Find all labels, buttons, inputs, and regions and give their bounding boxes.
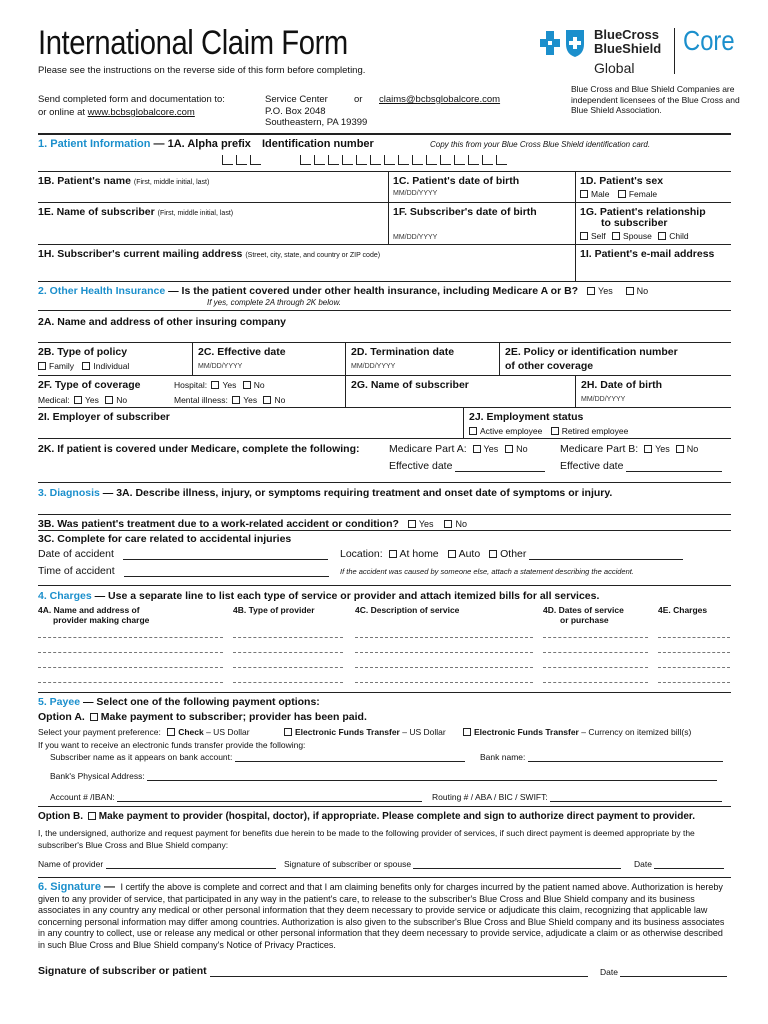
- char-box[interactable]: [468, 155, 479, 165]
- if-yes-note: If yes, complete 2A through 2K below.: [207, 298, 342, 307]
- spouse-signature-row: [284, 859, 621, 869]
- medical-label: Medical:: [38, 395, 70, 405]
- disclaimer-text: Blue Cross and Blue Shield Companies are independent licensees of the Blue Cross and Blue Shield Association.: [571, 84, 740, 115]
- final-date-row: [600, 967, 727, 977]
- divider: [38, 133, 731, 135]
- instructions-text: Please see the instructions on the reverse side of this form before completing.: [38, 65, 366, 76]
- label-2f: 2F. Type of coverage: [38, 379, 141, 391]
- charge-cell[interactable]: [38, 652, 223, 653]
- spouse-checkbox[interactable]: [612, 232, 620, 240]
- field-2h[interactable]: MM/DD/YYYY: [581, 396, 626, 403]
- eft-usd-label: Electronic Funds Transfer: [295, 727, 400, 737]
- online-prefix: or online at: [38, 107, 88, 118]
- eft-usd-suffix: – US Dollar: [399, 727, 446, 737]
- field-2a[interactable]: 2A. Name and address of other insuring company: [38, 316, 286, 328]
- self-checkbox[interactable]: [580, 232, 588, 240]
- section4-title: 4. Charges: [38, 590, 92, 602]
- divider: [38, 310, 731, 311]
- male-checkbox[interactable]: [580, 190, 588, 198]
- char-box[interactable]: [426, 155, 437, 165]
- provider-label: Name of provider: [38, 859, 104, 869]
- section5-instruction: — Select one of the following payment options:: [80, 696, 320, 708]
- routing-label: Routing # / ABA / BIC / SWIFT:: [432, 792, 548, 802]
- address-line-3: Southeastern, PA 19399: [265, 117, 368, 128]
- char-box[interactable]: [440, 155, 451, 165]
- col-4a-header: [38, 605, 149, 625]
- location-label: Location:: [340, 548, 383, 560]
- id-number-boxes[interactable]: [300, 155, 510, 168]
- final-date-field[interactable]: [620, 976, 727, 977]
- charge-cell[interactable]: [355, 652, 533, 653]
- field-2i[interactable]: 2I. Employer of subscriber: [38, 411, 170, 423]
- certification-text: I certify the above is complete and correct and that I am claiming benefits only for charges incurred by the patient named above. Authorization is hereby given to any provider of service, that participated in any way in the patient's care, to release to the subscriber's Blue Cross and Blue Shield company and its business associates in any country any medical or other personal information that they deem necessary to provide service or adjudicate this claim, recognizing that applicable law concerning personal information may differ among countries. Authorization is also given to the subscriber's Blue Cross and Blue Shield company and its business associates in any country to collect, use or release any medical or other personal information that they deem necessary to provide service, adjudicate a claim or as otherwise described in such Blue Cross and Blue Shield company's Notice of Privacy Practices.: [38, 882, 725, 950]
- active-employee-label: Active employee: [480, 426, 543, 436]
- divider: [38, 585, 731, 586]
- bank-name-row: [480, 752, 723, 762]
- policy-type-options: [38, 361, 129, 371]
- label-2e-line2: of other coverage: [505, 360, 594, 372]
- section1-alpha-label: — 1A. Alpha prefix: [150, 138, 251, 150]
- copy-note: Copy this from your Blue Cross Blue Shield identification card.: [430, 140, 651, 149]
- hospital-label: Hospital:: [174, 380, 208, 390]
- final-signature-row: [38, 965, 588, 977]
- medical-no-checkbox[interactable]: [105, 396, 113, 404]
- label-3c: 3C. Complete for care related to accidental injuries: [38, 533, 292, 545]
- label-2b: 2B. Type of policy: [38, 346, 128, 358]
- send-label: Send completed form and documentation to:: [38, 94, 225, 105]
- bank-name-label: Bank name:: [480, 752, 526, 762]
- divider: [38, 171, 731, 172]
- charge-cell[interactable]: [233, 637, 343, 638]
- work-related-no-checkbox[interactable]: [444, 520, 452, 528]
- medicare-b-effective-field[interactable]: [626, 471, 722, 472]
- section6-title: 6. Signature: [38, 881, 101, 893]
- charge-cell[interactable]: [233, 682, 343, 683]
- hint-1b: (First, middle initial, last): [133, 179, 210, 186]
- auto-label: Auto: [458, 548, 481, 560]
- charge-cell[interactable]: [658, 667, 730, 668]
- label-2h: 2H. Date of birth: [581, 379, 663, 391]
- spouse-label: Spouse: [623, 231, 652, 241]
- other-location-checkbox[interactable]: [489, 550, 497, 558]
- field-1h[interactable]: [38, 248, 380, 260]
- work-related-no-label: No: [455, 519, 467, 529]
- option-b-row: [38, 811, 695, 822]
- female-label: Female: [628, 189, 658, 199]
- final-signature-label: Signature of subscriber or patient: [38, 965, 207, 977]
- char-box[interactable]: [300, 155, 311, 165]
- section4-heading: [38, 590, 599, 602]
- or-text: or: [354, 94, 363, 105]
- field-2g[interactable]: 2G. Name of subscriber: [351, 379, 469, 391]
- check-checkbox[interactable]: [167, 728, 175, 736]
- label-2d: 2D. Termination date: [351, 346, 455, 358]
- medicare-part-a: [389, 443, 528, 455]
- section1-id-label: Identification number: [261, 138, 374, 150]
- charge-cell[interactable]: [38, 637, 223, 638]
- other-location-label: Other: [500, 548, 527, 560]
- payee-date-field[interactable]: [654, 868, 724, 869]
- char-box[interactable]: [250, 155, 261, 165]
- alpha-prefix-boxes[interactable]: [222, 155, 264, 168]
- medical-coverage: [38, 395, 127, 405]
- option-a-label: Option A.: [38, 711, 85, 723]
- divider: [38, 375, 731, 376]
- medical-yes-label: Yes: [85, 395, 99, 405]
- field-2d[interactable]: MM/DD/YYYY: [351, 363, 396, 370]
- divider: [38, 877, 731, 878]
- divider: [38, 438, 731, 439]
- divider: [38, 244, 731, 245]
- accident-date-label: Date of accident: [38, 548, 114, 560]
- bank-address-label: Bank's Physical Address:: [50, 771, 145, 781]
- female-checkbox[interactable]: [618, 190, 626, 198]
- char-box[interactable]: [482, 155, 493, 165]
- accident-time-field[interactable]: [124, 576, 329, 577]
- hint-1e: (First, middle initial, last): [157, 210, 234, 217]
- work-related-yes-checkbox[interactable]: [408, 520, 416, 528]
- individual-label: Individual: [93, 361, 130, 371]
- medicare-b-effective: [560, 460, 722, 472]
- section5-title: 5. Payee: [38, 696, 81, 708]
- work-related-yes-label: Yes: [418, 519, 434, 529]
- medicare-a-no-checkbox[interactable]: [505, 445, 513, 453]
- question-3b: [38, 518, 467, 530]
- payment-preference: [38, 727, 250, 737]
- char-box[interactable]: [384, 155, 395, 165]
- charge-cell[interactable]: [658, 682, 730, 683]
- label-2j: 2J. Employment status: [469, 411, 584, 423]
- charge-cell[interactable]: [233, 667, 343, 668]
- account-field[interactable]: [117, 801, 422, 802]
- accident-date: [38, 548, 328, 560]
- page-title: International Claim Form: [38, 24, 348, 62]
- label-1d: 1D. Patient's sex: [580, 175, 664, 187]
- col-4a-line1: 4A. Name and address of: [38, 605, 140, 615]
- check-suffix: – US Dollar: [203, 727, 250, 737]
- label-1g: 1G. Patient's relationship: [580, 206, 706, 218]
- at-home-label: At home: [399, 548, 439, 560]
- char-box[interactable]: [236, 155, 247, 165]
- col-4e-header: 4E. Charges: [658, 605, 708, 615]
- eft-usd-checkbox[interactable]: [284, 728, 292, 736]
- label-3a: — 3A. Describe illness, injury, or symptoms requiring treatment and onset date of symptoms or injury.: [99, 487, 613, 499]
- charge-cell[interactable]: [543, 637, 648, 638]
- eft-currency-label: Electronic Funds Transfer: [474, 727, 579, 737]
- section4-instruction: — Use a separate line to list each type of service or provider and attach itemized bills for all services.: [91, 590, 600, 602]
- mental-yes-checkbox[interactable]: [232, 396, 240, 404]
- section2-heading: [38, 285, 648, 297]
- routing-field[interactable]: [550, 801, 722, 802]
- bank-address-row: [50, 771, 717, 781]
- accident-note: If the accident was caused by someone else, attach a statement describing the accident.: [340, 567, 634, 576]
- label-1h: 1H. Subscriber's current mailing address: [38, 248, 243, 260]
- medicare-a-effective-field[interactable]: [455, 471, 545, 472]
- other-location-field[interactable]: [529, 559, 683, 560]
- charge-cell[interactable]: [543, 667, 648, 668]
- divider: [575, 171, 576, 244]
- label-1g-line2: to subscriber: [601, 217, 668, 229]
- col-4d-header: [543, 605, 624, 625]
- eft-currency-suffix: – Currency on itemized bill(s): [578, 727, 692, 737]
- divider: [499, 342, 500, 375]
- retired-employee-label: Retired employee: [561, 426, 629, 436]
- hospital-coverage: [174, 380, 265, 390]
- option-b-label: Option B.: [38, 811, 83, 822]
- medicare-b-yes-checkbox[interactable]: [644, 445, 652, 453]
- section1-title: 1. Patient Information: [38, 138, 151, 150]
- logo-core: Core: [683, 25, 735, 56]
- col-4a-line2: provider making charge: [53, 615, 150, 625]
- option-a-row: [38, 711, 367, 723]
- medicare-b-yes-label: Yes: [655, 444, 670, 454]
- charge-cell[interactable]: [355, 637, 533, 638]
- option-a-text: Make payment to subscriber; provider has been paid.: [100, 711, 367, 723]
- medicare-a-effective-label: Effective date: [389, 460, 453, 472]
- auto-checkbox[interactable]: [448, 550, 456, 558]
- char-box[interactable]: [398, 155, 409, 165]
- check-label: Check: [178, 727, 204, 737]
- hospital-yes-checkbox[interactable]: [211, 381, 219, 389]
- char-box[interactable]: [370, 155, 381, 165]
- medicare-a-yes-checkbox[interactable]: [473, 445, 481, 453]
- active-employee-checkbox[interactable]: [469, 427, 477, 435]
- bcbs-logo-icon: [540, 28, 588, 58]
- section6-body: [38, 882, 731, 951]
- yes-label: Yes: [598, 286, 613, 296]
- field-2c[interactable]: MM/DD/YYYY: [198, 363, 243, 370]
- charge-cell[interactable]: [38, 682, 223, 683]
- accident-time: [38, 565, 329, 577]
- medicare-b-effective-label: Effective date: [560, 460, 624, 472]
- address-line-2: P.O. Box 2048: [265, 105, 326, 117]
- individual-checkbox[interactable]: [82, 362, 90, 370]
- online-line: [38, 107, 195, 118]
- divider: [38, 342, 731, 343]
- divider: [463, 407, 464, 438]
- label-2c: 2C. Effective date: [198, 346, 286, 358]
- divider: [38, 692, 731, 693]
- at-home-checkbox[interactable]: [389, 550, 397, 558]
- divider: [38, 806, 731, 807]
- charge-cell[interactable]: [355, 667, 533, 668]
- family-checkbox[interactable]: [38, 362, 46, 370]
- spouse-signature-field[interactable]: [413, 868, 621, 869]
- label-1c: 1C. Patient's date of birth: [393, 175, 520, 187]
- col-4b-header: 4B. Type of provider: [233, 605, 315, 615]
- accident-date-field[interactable]: [123, 559, 328, 560]
- charge-cell[interactable]: [543, 682, 648, 683]
- divider: [192, 342, 193, 375]
- label-1f: 1F. Subscriber's date of birth: [393, 206, 537, 218]
- other-insurance-no-checkbox[interactable]: [626, 287, 634, 295]
- medical-yes-checkbox[interactable]: [74, 396, 82, 404]
- medicare-a-label: Medicare Part A:: [389, 443, 467, 455]
- authorize-text: I, the undersigned, authorize and request payment for benefits due herein to be made to the following provider of services, if such direct payment is deemed appropriate by the subscriber's Blue Cross and Blue Shield company:: [38, 828, 695, 850]
- section6-dash: —: [100, 881, 116, 893]
- bank-account-name-label: Subscriber name as it appears on bank account:: [50, 752, 233, 762]
- col-4d-line2: or purchase: [560, 615, 609, 625]
- char-box[interactable]: [454, 155, 465, 165]
- label-2e: 2E. Policy or identification number: [505, 346, 678, 358]
- mental-no-checkbox[interactable]: [263, 396, 271, 404]
- char-box[interactable]: [222, 155, 233, 165]
- preference-label: Select your payment preference:: [38, 727, 161, 737]
- logo-divider: [674, 28, 675, 74]
- section1-heading: [38, 138, 374, 150]
- relationship-options: [580, 231, 689, 241]
- accident-location: [340, 548, 683, 560]
- section2-question: — Is the patient covered under other health insurance, including Medicare A or B?: [165, 285, 579, 297]
- label-2k: 2K. If patient is covered under Medicare, complete the following:: [38, 443, 360, 455]
- label-1i: 1I. Patient's e-mail address: [580, 248, 715, 260]
- eft-usd-option: [284, 727, 446, 737]
- char-box[interactable]: [342, 155, 353, 165]
- option-a-checkbox[interactable]: [90, 713, 98, 721]
- hospital-no-checkbox[interactable]: [243, 381, 251, 389]
- section3-heading[interactable]: [38, 487, 612, 499]
- bank-account-name-row: [50, 752, 465, 762]
- section5-heading: [38, 696, 320, 708]
- divider: [38, 202, 731, 203]
- hospital-no-label: No: [253, 380, 265, 390]
- divider: [38, 407, 731, 408]
- char-box[interactable]: [356, 155, 367, 165]
- charge-cell[interactable]: [355, 682, 533, 683]
- provider-row: [38, 859, 276, 869]
- divider: [38, 514, 731, 515]
- charge-cell[interactable]: [38, 667, 223, 668]
- accident-time-label: Time of accident: [38, 565, 115, 577]
- section2-title: 2. Other Health Insurance: [38, 285, 166, 297]
- male-label: Male: [591, 189, 610, 199]
- label-3b: 3B. Was patient's treatment due to a work-related accident or condition?: [38, 518, 399, 530]
- payee-date-row: [634, 859, 724, 869]
- sex-options: [580, 189, 657, 199]
- char-box[interactable]: [496, 155, 507, 165]
- char-box[interactable]: [328, 155, 339, 165]
- divider: [38, 482, 731, 483]
- divider: [388, 171, 389, 244]
- employment-options: [469, 426, 628, 436]
- divider: [575, 375, 576, 407]
- hospital-yes-label: Yes: [222, 380, 237, 390]
- divider: [38, 530, 731, 531]
- other-insurance-yes-checkbox[interactable]: [587, 287, 595, 295]
- hint-1h: (Street, city, state, and country or ZIP code): [245, 252, 381, 259]
- retired-employee-checkbox[interactable]: [551, 427, 559, 435]
- mental-yes-label: Yes: [243, 395, 258, 405]
- routing-row: [432, 792, 722, 802]
- medicare-a-effective: [389, 460, 545, 472]
- medicare-b-label: Medicare Part B:: [560, 443, 639, 455]
- field-1f[interactable]: MM/DD/YYYY: [393, 234, 438, 241]
- label-1b: 1B. Patient's name: [38, 175, 131, 187]
- mailing-address: [265, 94, 367, 129]
- field-1b[interactable]: [38, 175, 209, 187]
- account-label: Account # /IBAN:: [50, 792, 115, 802]
- self-label: Self: [591, 231, 606, 241]
- bank-name-field[interactable]: [528, 761, 723, 762]
- email-link[interactable]: claims@bcbsglobalcore.com: [379, 94, 501, 105]
- charge-cell[interactable]: [543, 652, 648, 653]
- medicare-b-no-checkbox[interactable]: [676, 445, 684, 453]
- bank-account-name-field[interactable]: [235, 761, 465, 762]
- divider: [38, 281, 731, 282]
- col-4d-line1: 4D. Dates of service: [543, 605, 624, 615]
- account-row: [50, 792, 422, 802]
- child-checkbox[interactable]: [658, 232, 666, 240]
- option-b-text: Make payment to provider (hospital, doctor), if appropriate. Please complete and sign to authorize direct payment to provider.: [98, 811, 696, 822]
- mental-label: Mental illness:: [174, 395, 228, 405]
- medicare-b-no-label: No: [686, 444, 699, 454]
- address-line-1: Service Center: [265, 94, 328, 105]
- field-1c[interactable]: MM/DD/YYYY: [393, 190, 438, 197]
- final-signature-field[interactable]: [210, 976, 588, 977]
- field-1e[interactable]: [38, 206, 233, 218]
- no-label: No: [636, 286, 649, 296]
- char-box[interactable]: [412, 155, 423, 165]
- charge-cell[interactable]: [658, 652, 730, 653]
- online-url-link[interactable]: www.bcbsglobalcore.com: [87, 107, 195, 118]
- medical-no-label: No: [116, 395, 128, 405]
- label-1e: 1E. Name of subscriber: [38, 206, 155, 218]
- family-label: Family: [49, 361, 75, 371]
- col-4c-header: 4C. Description of service: [355, 605, 460, 615]
- medicare-part-b: [560, 443, 698, 455]
- eft-intro: If you want to receive an electronic funds transfer provide the following:: [38, 740, 306, 750]
- eft-currency-option: [463, 727, 691, 737]
- logo-line-2: BlueShield: [594, 41, 662, 56]
- spouse-signature-label: Signature of subscriber or spouse: [284, 859, 412, 869]
- char-box[interactable]: [314, 155, 325, 165]
- child-label: Child: [669, 231, 689, 241]
- medicare-a-no-label: No: [516, 444, 528, 454]
- logo-line-1: BlueCross: [594, 27, 660, 42]
- eft-currency-checkbox[interactable]: [463, 728, 471, 736]
- mental-coverage: [174, 395, 285, 405]
- logo-global: Global: [594, 60, 635, 76]
- provider-field[interactable]: [106, 868, 276, 869]
- divider: [575, 244, 576, 281]
- charge-cell[interactable]: [658, 637, 730, 638]
- charge-cell[interactable]: [233, 652, 343, 653]
- mental-no-label: No: [274, 395, 286, 405]
- medicare-a-yes-label: Yes: [483, 444, 499, 454]
- section3-title: 3. Diagnosis: [38, 487, 100, 499]
- option-b-checkbox[interactable]: [88, 812, 96, 820]
- bank-address-field[interactable]: [147, 780, 717, 781]
- final-date-label: Date: [600, 967, 618, 977]
- payee-date-label: Date: [634, 859, 652, 869]
